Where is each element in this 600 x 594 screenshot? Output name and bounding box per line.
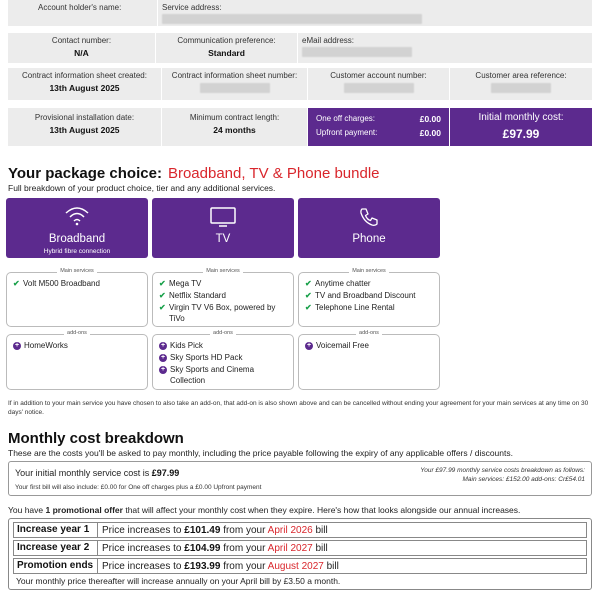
table-row: Increase year 2 Price increases to £104.99 from your April 2027 bill [13,540,587,556]
charges-cell [308,108,450,146]
plus-icon: + [306,341,312,349]
broadband-addon-box [6,330,148,390]
phone-main-box [298,268,440,327]
list-item: ✔ Volt M500 Broadband [13,279,100,288]
plus-icon: + [14,341,20,349]
monthly-cost-subtitle: These are the costs you'll be asked to pay monthly, including the price payable following the expiry of any applicable offers / discounts. [8,448,513,458]
broadband-card [6,198,148,258]
package-bundle-name: Broadband, TV & Phone bundle [167,165,380,182]
monthly-cost-title: Monthly cost breakdown [8,430,184,447]
tv-card-title: TV [215,233,231,245]
cis-number-redacted [200,83,270,93]
install-date-cell [8,108,162,146]
comm-pref-value: Standard [208,48,245,58]
check-icon: ✔ [159,279,166,288]
tv-card [152,198,294,258]
service-address-label: Service address: [162,3,222,12]
min-term-value: 24 months [213,125,256,135]
account-row-3 [8,68,592,100]
package-title-text: Your package choice: [8,165,162,182]
one-off-label: One off charges: [316,114,375,123]
tv-addon-box [152,330,294,390]
cis-created-cell [8,68,162,100]
list-item: + Sky Sports and Cinema Collection [160,365,255,385]
broadband-card-sub: Hybrid fibre connection [43,248,111,255]
email-redacted [302,47,412,57]
promo-intro: You have 1 promotional offer that will affect your monthly cost when they expire. Here's how that looks alongside our annual increases. [8,505,521,515]
upfront-label: Upfront payment: [316,128,378,137]
list-item: ✔ Anytime chatter [305,279,371,288]
phone-addon-box [298,330,440,390]
cis-number-label: Contract information sheet number: [171,71,298,80]
customer-area-label: Customer area reference: [475,71,567,80]
cost-breakdown-note: Your £97.99 monthly service costs breakdown as follows: Main services: £152.00 add-ons: Cr£54.01 [420,467,585,483]
check-icon: ✔ [305,303,312,312]
account-row-1 [8,0,592,26]
email-cell [298,33,592,63]
account-row-4 [8,108,592,146]
install-date-value: 13th August 2025 [49,125,120,135]
list-item: + Sky Sports HD Pack [160,353,243,362]
min-term-cell [162,108,308,146]
email-label: eMail address: [302,36,355,45]
cis-number-cell [162,68,308,100]
tv-main-box [152,268,294,327]
list-item: ✔ Mega TV [159,279,202,288]
check-icon: ✔ [159,303,166,312]
addon-note: If in addition to your main service you have chosen to also take an add-on, that add-on is also shown above and can be cancelled without ending your agreement for your main services at any time on 30 days' notice. [8,400,589,416]
initial-cost-box [8,461,592,496]
promo-footer: Your monthly price thereafter will increase annually on your April bill by £3.50 a month. [16,576,341,586]
list-item: ✔ TV and Broadband Discount [305,291,416,300]
plus-icon: + [160,365,166,373]
upfront-value: £0.00 [419,128,441,138]
initial-monthly-value: £97.99 [502,127,540,141]
check-icon: ✔ [305,291,312,300]
one-off-value: £0.00 [419,114,441,124]
cis-created-label: Contract information sheet created: [22,71,147,80]
phone-icon [358,206,380,228]
main-services-caption: Main services [57,268,97,274]
list-item: + Voicemail Free [306,341,369,350]
initial-monthly-label: Initial monthly cost: [478,112,564,123]
check-icon: ✔ [159,291,166,300]
wifi-icon [64,206,90,226]
customer-account-label: Customer account number: [330,71,427,80]
min-term-label: Minimum contract length: [189,113,280,122]
table-row: Increase year 1 Price increases to £101.49 from your April 2026 bill [13,522,587,538]
customer-area-cell [450,68,592,100]
account-holder-cell [8,0,158,26]
plus-icon: + [160,341,166,349]
service-address-cell [158,0,592,26]
customer-account-cell [308,68,450,100]
phone-card [298,198,440,258]
check-icon: ✔ [13,279,20,288]
list-item: ✔ Netflix Standard [159,291,226,300]
initial-cost-value: £97.99 [151,468,180,478]
account-holder-label: Account holder's name: [38,3,122,12]
account-row-2 [8,33,592,63]
comm-pref-label: Communication preference: [177,36,276,45]
service-address-redacted [162,14,422,24]
promo-table [8,518,592,590]
package-title [8,165,380,182]
contact-number-label: Contact number: [51,36,112,45]
contact-number-cell [8,33,156,63]
list-item: ✔ Telephone Line Rental [305,303,395,312]
addons-caption: add-ons [64,330,90,336]
broadband-card-title: Broadband [48,233,106,245]
phone-card-title: Phone [352,233,386,245]
initial-cost-line: Your initial monthly service cost is £97.99 [15,468,180,478]
package-subtitle: Full breakdown of your product choice, tier and any additional services. [8,183,276,193]
cis-created-value: 13th August 2025 [49,83,120,93]
check-icon: ✔ [305,279,312,288]
list-item: + Kids Pick [160,341,203,350]
main-services-caption: Main services [349,268,389,274]
plus-icon: + [160,353,166,361]
broadband-main-box [6,268,148,327]
initial-monthly-cell [450,108,592,146]
customer-area-redacted [491,83,551,93]
main-services-caption: Main services [203,268,243,274]
install-date-label: Provisional installation date: [34,113,135,122]
comm-pref-cell [156,33,298,63]
tv-icon [209,206,237,228]
list-item: + HomeWorks [14,341,68,350]
customer-account-redacted [344,83,414,93]
first-bill-note: Your first bill will also include: £0.00 for One off charges plus a £0.00 Upfront payment [15,484,262,491]
addons-caption: add-ons [356,330,382,336]
addons-caption: add-ons [210,330,236,336]
contact-number-value: N/A [74,48,89,58]
list-item: ✔ Virgin TV V6 Box, powered by TiVo [159,303,276,323]
table-row: Promotion ends Price increases to £193.99 from your August 2027 bill [13,558,587,574]
